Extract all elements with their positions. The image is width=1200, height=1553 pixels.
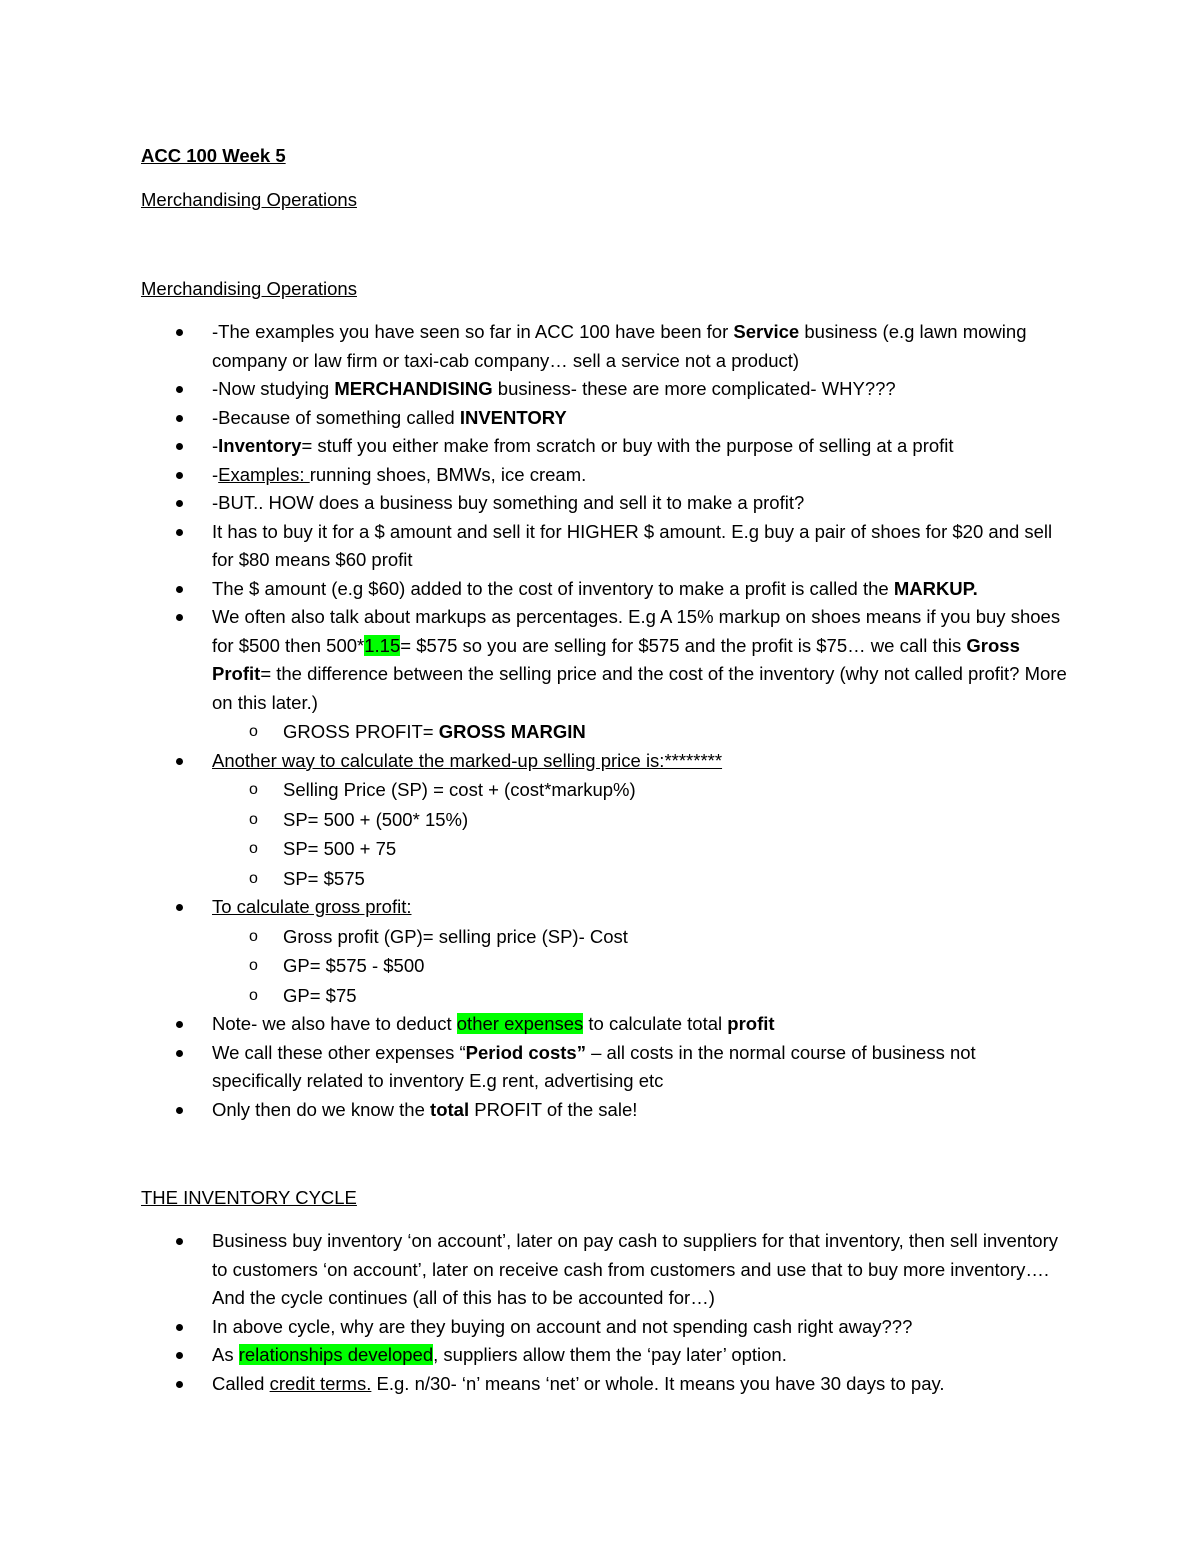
list-item: -Now studying MERCHANDISING business- these are more complicated- WHY??? (0, 375, 1200, 404)
list-item: As relationships developed, suppliers allow them the ‘pay later’ option. (0, 1341, 1200, 1370)
highlighted-text: other expenses (456, 1013, 584, 1034)
list-item: Called credit terms. E.g. n/30- ‘n’ means ‘net’ or whole. It means you have 30 days to pay. (0, 1370, 1200, 1399)
section2-bullet-list (0, 1227, 1200, 1398)
list-item: We often also talk about markups as percentages. E.g A 15% markup on shoes means if you buy shoes for $500 then 500*1.15= $575 so you are selling for $575 and the profit is $75… we call this Gross Profit= the difference between the selling price and the cost of the inventory (why not called profit? More on this later.) o GROSS PROFIT= GROSS MARGIN (0, 603, 1200, 747)
list-item: -Because of something called INVENTORY (0, 404, 1200, 433)
list-item: We call these other expenses “Period costs” – all costs in the normal course of business not specifically related to inventory E.g rent, advertising etc (0, 1039, 1200, 1096)
highlighted-text: 1.15 (364, 634, 401, 656)
section2-heading: THE INVENTORY CYCLE (141, 1187, 357, 1208)
sub-list (212, 775, 1070, 893)
list-item: -Inventory= stuff you either make from scratch or buy with the purpose of selling at a profit (0, 432, 1200, 461)
sub-list-item: o SP= 500 + (500* 15%) (212, 805, 1070, 835)
highlighted-text: relationships developed (238, 1344, 434, 1365)
list-item: -BUT.. HOW does a business buy something and sell it to make a profit? (0, 489, 1200, 518)
doc-title: ACC 100 Week 5 (141, 145, 286, 166)
list-item: Another way to calculate the marked-up selling price is:******** o Selling Price (SP) = cost + (cost*markup%) o SP= 500 + (500* 15%) o SP= 500 + 75 o SP= $575 (0, 747, 1200, 894)
sub-list-item: o GROSS PROFIT= GROSS MARGIN (212, 717, 1070, 747)
sub-list (212, 717, 1070, 747)
list-item: Note- we also have to deduct other expenses to calculate total profit (0, 1010, 1200, 1039)
sub-list-item: o SP= $575 (212, 864, 1070, 894)
list-item: In above cycle, why are they buying on account and not spending cash right away??? (0, 1313, 1200, 1342)
section1-heading: Merchandising Operations (141, 278, 357, 299)
sub-list-item: o GP= $75 (212, 981, 1070, 1011)
list-item: It has to buy it for a $ amount and sell it for HIGHER $ amount. E.g buy a pair of shoes for $20 and sell for $80 means $60 profit (0, 518, 1200, 575)
sub-list (212, 922, 1070, 1011)
sub-list-item: o GP= $575 - $500 (212, 951, 1070, 981)
sub-list-item: o Selling Price (SP) = cost + (cost*markup%) (212, 775, 1070, 805)
section1-bullet-list (0, 318, 1200, 1124)
sub-list-item: o SP= 500 + 75 (212, 834, 1070, 864)
doc-subtitle: Merchandising Operations (141, 189, 357, 210)
list-item: Business buy inventory ‘on account’, later on pay cash to suppliers for that inventory, then sell inventory to customers ‘on account’, later on receive cash from customers and use that to buy more inventory…. And the cycle continues (all of this has to be accounted for…) (0, 1227, 1200, 1313)
list-item: To calculate gross profit: o Gross profit (GP)= selling price (SP)- Cost o GP= $575 - $500 o GP= $75 (0, 893, 1200, 1010)
list-item: The $ amount (e.g $60) added to the cost of inventory to make a profit is called the MARKUP. (0, 575, 1200, 604)
list-item: Only then do we know the total PROFIT of the sale! (0, 1096, 1200, 1125)
sub-list-item: o Gross profit (GP)= selling price (SP)- Cost (212, 922, 1070, 952)
list-item: -The examples you have seen so far in ACC 100 have been for Service business (e.g lawn mowing company or law firm or taxi-cab company… sell a service not a product) (0, 318, 1200, 375)
list-item: -Examples: running shoes, BMWs, ice cream. (0, 461, 1200, 490)
